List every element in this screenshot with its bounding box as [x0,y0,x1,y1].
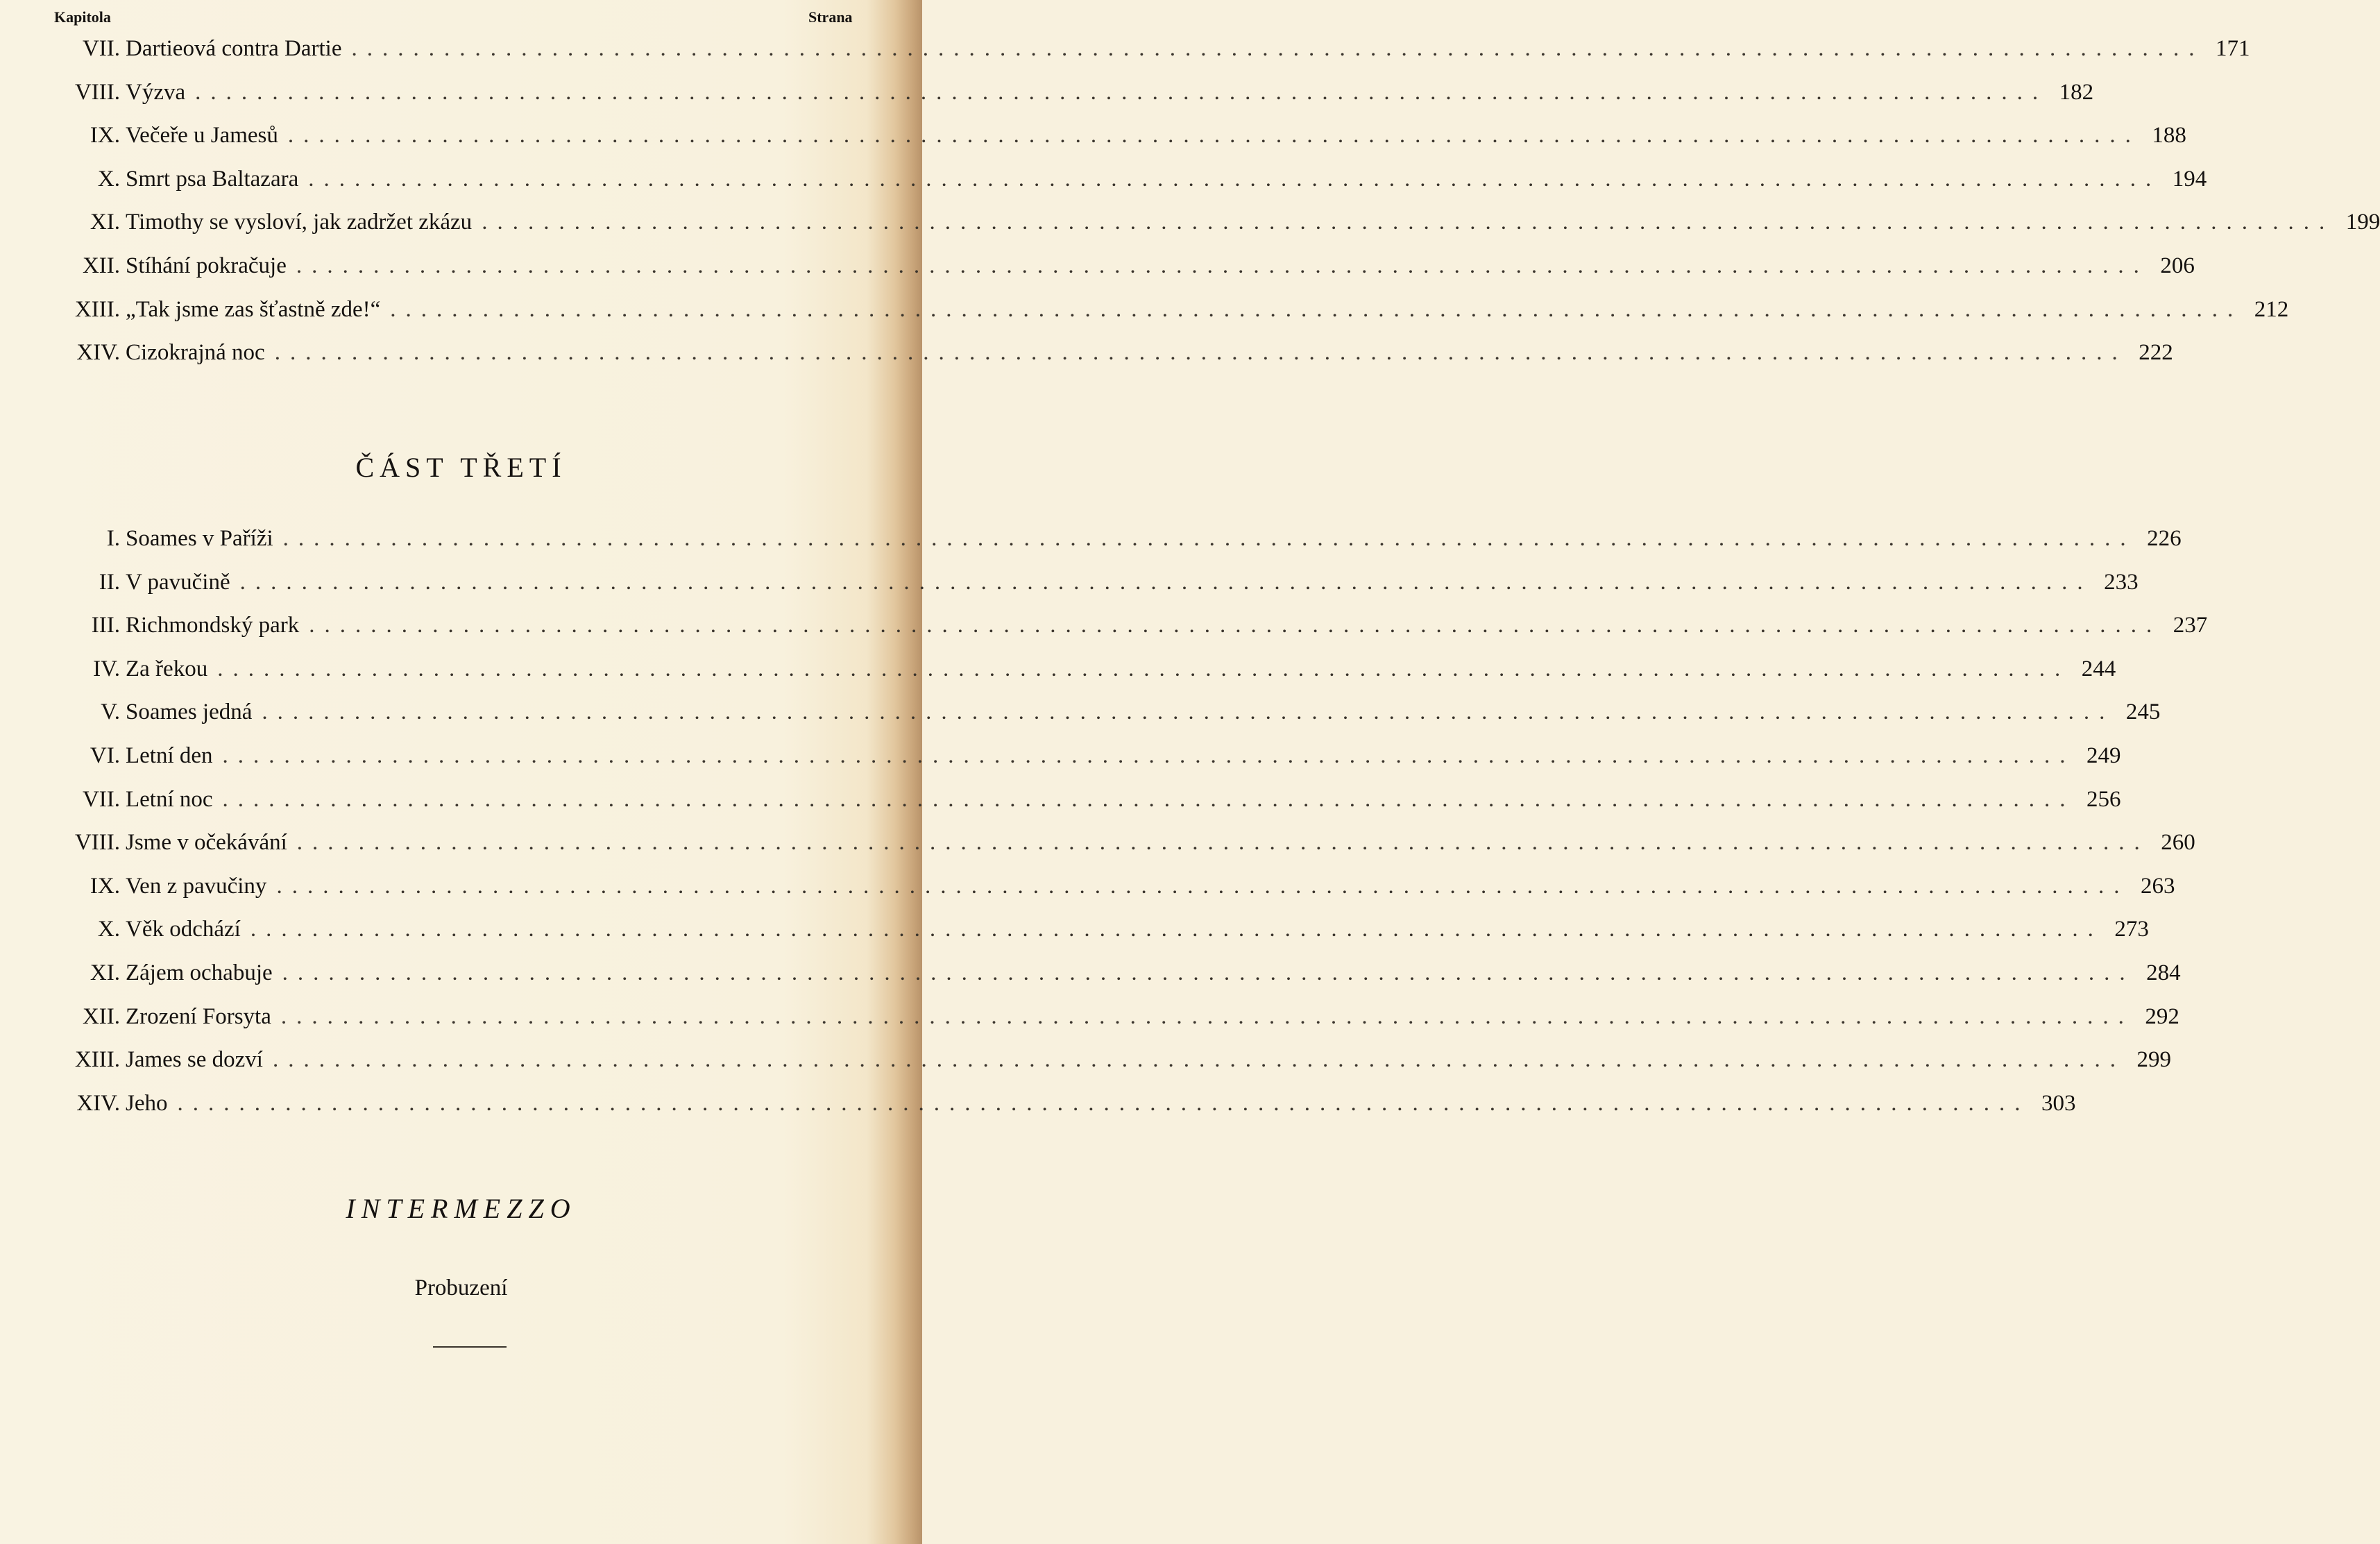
page-number: 222 [2139,340,2173,366]
dot-leader: ........................................................................................................................ [280,1003,2134,1029]
toc-entry [0,36,2250,67]
dot-leader: ........................................................................................................................ [177,1090,2030,1116]
chapter-number: V. [101,699,120,725]
page-number: 237 [2173,613,2208,638]
toc-entry [0,166,2207,197]
page-column-label: Strana [808,8,853,26]
chapter-title: Výzva [126,79,186,105]
chapter-number: XIV. [76,340,120,366]
page-number: 299 [2136,1047,2171,1073]
chapter-number: XIII. [74,1047,120,1073]
toc-entry [0,569,2139,600]
chapter-number: I. [106,526,120,551]
toc-entry [0,613,2208,643]
dot-leader: ........................................................................................................................ [250,917,2103,942]
dot-leader: ........................................................................................................................ [309,613,2162,638]
chapter-number: XI. [90,210,120,235]
page-number: 244 [2081,656,2116,681]
dot-leader: ........................................................................................................................ [390,296,2243,322]
page-number: 260 [2161,830,2195,856]
toc-entry [0,79,2094,110]
dot-leader: ........................................................................................................................ [272,1047,2125,1073]
chapter-number: III. [91,613,120,638]
dot-leader: ........................................................................................................................ [239,569,2093,595]
chapter-title: Večeře u Jamesů [126,123,278,149]
chapter-number: IV. [93,656,120,681]
dot-leader: ........................................................................................................................ [351,36,2204,61]
chapter-number: XI. [90,960,120,985]
chapter-title: Jsme v očekávání [126,830,287,856]
chapter-title: Soames jedná [126,699,253,725]
chapter-title: Timothy se vysloví, jak zadržet zkázu [126,210,473,235]
chapter-number: XIII. [74,296,120,322]
chapter-title: James se dozví [126,1047,263,1073]
toc-entry [0,1003,2179,1035]
page-number: 284 [2146,960,2181,985]
chapter-number: IX. [90,873,120,899]
toc-entry [0,743,2121,774]
dot-leader: ........................................................................................................................ [282,526,2136,551]
dot-leader: ........................................................................................................................ [282,960,2135,985]
toc-entry [0,340,2173,371]
page-number: 233 [2104,569,2139,595]
page-number: 303 [2041,1090,2076,1116]
chapter-number: VII. [82,36,120,61]
chapter-number: VIII. [74,830,120,856]
page-number: 171 [2216,36,2250,61]
chapter-title: V pavučině [126,569,230,595]
toc-entry [0,1047,2171,1078]
chapter-number: IX. [90,123,120,149]
toc-entry [0,526,2182,557]
intermezzo-subtitle: Probuzení [414,1275,508,1300]
dot-leader: ........................................................................................................................ [195,79,2048,105]
page-number: 226 [2147,526,2182,551]
page-number: 273 [2114,917,2149,942]
chapter-title: Věk odchází [126,917,241,942]
chapter-number: VII. [82,786,120,812]
chapter-number: XII. [82,253,120,278]
divider-rule [433,1346,507,1348]
page-number: 199 [2345,210,2380,235]
dot-leader: ........................................................................................................................ [222,786,2075,812]
toc-entry [0,960,2181,991]
dot-leader: ........................................................................................................................ [262,699,2115,725]
part-three-heading: ČÁST TŘETÍ [355,452,567,483]
toc-entry [0,917,2149,947]
chapter-title: Soames v Paříži [126,526,273,551]
toc-entry [0,786,2121,817]
chapter-title: Letní den [126,743,213,768]
chapter-number: X. [97,166,120,192]
dot-leader: ........................................................................................................................ [287,123,2141,149]
page-number: 263 [2140,873,2175,899]
chapter-title: Stíhání pokračuje [126,253,287,278]
dot-leader: ........................................................................................................................ [222,743,2075,768]
chapter-title: Za řekou [126,656,208,681]
chapter-number: XII. [82,1003,120,1029]
chapter-title: Ven z pavučiny [126,873,267,899]
page-number: 188 [2152,123,2186,149]
page-number: 292 [2145,1003,2179,1029]
toc-entry [0,830,2195,860]
page-number: 194 [2172,166,2207,192]
chapter-title: Richmondský park [126,613,300,638]
toc-entry [0,210,2380,240]
chapter-number: VIII. [74,79,120,105]
toc-entry [0,253,2195,284]
page-number: 249 [2086,743,2121,768]
dot-leader: ........................................................................................................................ [274,340,2127,366]
dot-leader: ........................................................................................................................ [296,830,2150,856]
chapter-number: II. [99,569,120,595]
chapter-number: VI. [90,743,120,768]
chapter-title: „Tak jsme zas šťastně zde!“ [126,296,381,322]
chapter-title: Jeho [126,1090,168,1116]
chapter-number: X. [97,917,120,942]
toc-entry [0,873,2175,904]
chapter-title: Dartieová contra Dartie [126,36,342,61]
page-number: 212 [2254,296,2289,322]
page-number: 256 [2086,786,2121,812]
toc-entry [0,296,2289,328]
chapter-title: Cizokrajná noc [126,340,265,366]
page-number: 182 [2059,79,2094,105]
chapter-title: Zrození Forsyta [126,1003,271,1029]
page-number: 206 [2160,253,2195,278]
toc-entry [0,656,2116,687]
dot-leader: ........................................................................................................................ [276,873,2130,899]
chapter-number: XIV. [76,1090,120,1116]
chapter-column-label: Kapitola [54,8,111,26]
dot-leader: ........................................................................................................................ [296,253,2149,278]
toc-entry [0,1090,2076,1121]
intermezzo-heading: INTERMEZZO [346,1193,577,1224]
chapter-title: Letní noc [126,786,213,812]
dot-leader: ........................................................................................................................ [217,656,2071,681]
toc-entry [0,123,2186,153]
chapter-title: Zájem ochabuje [126,960,273,985]
dot-leader: ........................................................................................................................ [482,210,2335,235]
chapter-title: Smrt psa Baltazara [126,166,299,192]
page-number: 245 [2125,699,2161,725]
dot-leader: ........................................................................................................................ [308,166,2161,192]
toc-entry [0,699,2161,730]
